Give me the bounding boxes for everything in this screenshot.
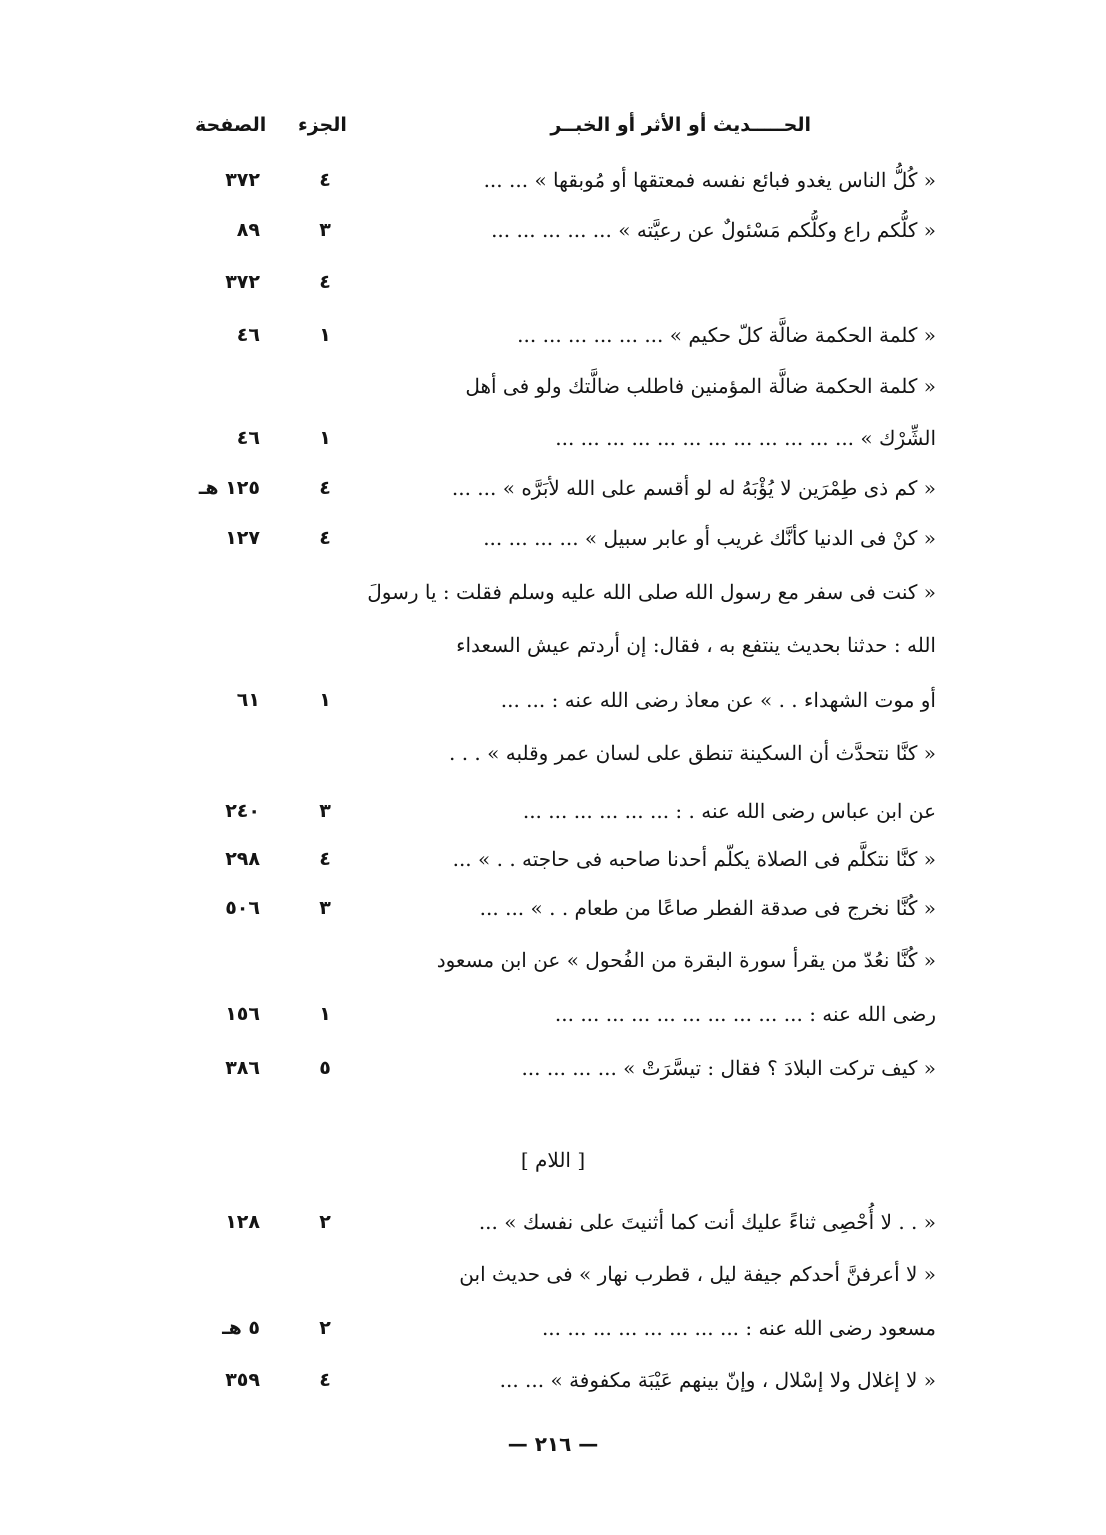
table-row	[0, 1202, 1106, 1242]
table-row	[0, 210, 1106, 250]
entry-volume: ١	[319, 1003, 331, 1025]
entry-text: « كنْ فى الدنيا كأنَّك غريب أو عابر سبيل » ... ... ... ...	[483, 526, 936, 550]
entry-text: رضى الله عنه : ... ... ... ... ... ... ... ... ... ...	[554, 1002, 936, 1026]
entry-text: أو موت الشهداء . . » عن معاذ رضى الله عنه : ... ...	[500, 688, 936, 712]
entry-page: ٥٠٦	[225, 897, 260, 919]
entry-page: ٨٩	[236, 219, 260, 241]
entry-volume: ٣	[319, 219, 331, 241]
section-title: [ اللام ]	[520, 1148, 586, 1172]
table-row	[0, 791, 1106, 831]
entry-text: « كلمة الحكمة ضالَّة المؤمنين فاطلب ضالَّتك ولو فى أهل	[465, 374, 936, 398]
entry-volume: ٢	[319, 1211, 331, 1233]
entry-text: « لا أعرفنَّ أحدكم جيفة ليل ، قطرب نهار » فى حديث ابن	[459, 1262, 936, 1286]
table-row	[0, 1360, 1106, 1400]
entry-page: ٥ هـ	[222, 1317, 260, 1339]
entry-page: ٣٧٢	[225, 169, 260, 191]
entry-text: « كلمة الحكمة ضالَّة كلّ حكيم » ... ... ... ... ... ...	[517, 323, 936, 347]
entry-text: « كُنَّا نعُدّ من يقرأ سورة البقرة من الفُحول » عن ابن مسعود	[436, 948, 936, 972]
column-header-page: الصفحة	[195, 114, 267, 136]
table-row	[0, 839, 1106, 879]
entry-volume: ٣	[319, 897, 331, 919]
entry-volume: ٤	[319, 169, 331, 191]
table-row	[0, 315, 1106, 355]
entry-text: مسعود رضى الله عنه : ... ... ... ... ... ... ... ...	[541, 1316, 936, 1340]
entry-page: ١٢٧	[225, 527, 260, 549]
entry-volume: ١	[319, 427, 331, 449]
entry-page: ٣٥٩	[225, 1369, 260, 1391]
entry-text: « كلُّكم راع وكلُّكم مَسْئولٌ عن رعيَّته » ... ... ... ... ...	[491, 218, 936, 242]
entry-page: ٤٦	[236, 324, 260, 346]
entry-page: ١٢٥ هـ	[198, 477, 260, 499]
entry-text: « كُلُّ الناس يغدو فبائع نفسه فمعتقها أو مُوبقها » ... ...	[483, 168, 936, 192]
table-row	[0, 625, 1106, 665]
table-row	[0, 1254, 1106, 1294]
entry-page: ١٢٨	[225, 1211, 260, 1233]
table-row	[0, 733, 1106, 773]
table-row	[0, 418, 1106, 458]
entry-page: ٦١	[236, 689, 260, 711]
entry-volume: ٥	[319, 1057, 331, 1079]
entry-volume: ٤	[319, 477, 331, 499]
entry-text: « لا إغلال ولا إسْلال ، وإنّ بينهم عَيْبَة مكفوفة » ... ...	[499, 1368, 936, 1392]
entry-page: ٢٤٠	[225, 800, 260, 822]
table-row	[0, 468, 1106, 508]
entry-page: ٤٦	[236, 427, 260, 449]
table-row	[0, 572, 1106, 612]
entry-text: « كنت فى سفر مع رسول الله صلى الله عليه وسلم فقلت : يا رسولَ	[367, 580, 936, 604]
entry-volume: ٤	[319, 527, 331, 549]
entry-volume: ٤	[319, 848, 331, 870]
column-header-text: الحـــــديث أو الأثر أو الخبــر	[550, 114, 811, 136]
entry-page: ١٥٦	[225, 1003, 260, 1025]
entry-text: « كُنَّا نخرج فى صدقة الفطر صاعًا من طعام . . » ... ...	[479, 896, 936, 920]
entry-text: عن ابن عباس رضى الله عنه . : ... ... ... ... ... ...	[522, 799, 936, 823]
table-row	[0, 160, 1106, 200]
entry-volume: ١	[319, 324, 331, 346]
column-header-volume: الجزء	[298, 114, 347, 136]
table-row	[0, 1048, 1106, 1088]
entry-page: ٣٨٦	[225, 1057, 260, 1079]
entry-text: « كم ذى طِمْرَين لا يُؤْبَهُ له لو أقسم على الله لأبَرَّه » ... ...	[451, 476, 936, 500]
entry-text: الشِّرْك » ... ... ... ... ... ... ... ... ... ... ... ...	[555, 426, 936, 450]
table-row	[0, 940, 1106, 980]
entry-volume: ٢	[319, 1317, 331, 1339]
table-row	[0, 994, 1106, 1034]
table-row	[0, 888, 1106, 928]
entry-text: الله : حدثنا بحديث ينتفع به ، فقال: إن أردتم عيش السعداء	[456, 633, 936, 657]
entry-text: « كنَّا نتحدَّث أن السكينة تنطق على لسان عمر وقلبه » . . .	[448, 741, 936, 765]
entry-page: ٣٧٢	[225, 271, 260, 293]
entry-volume: ٤	[319, 1369, 331, 1391]
entry-volume: ٤	[319, 271, 331, 293]
table-row	[0, 262, 1106, 302]
entry-volume: ١	[319, 689, 331, 711]
entry-text: « كنَّا نتكلَّم فى الصلاة يكلّم أحدنا صاحبه فى حاجته . . » ...	[452, 847, 936, 871]
entry-text: « . . لا أُحْصِى ثناءً عليك أنت كما أثنيتَ على نفسك » ...	[478, 1210, 936, 1234]
table-row	[0, 518, 1106, 558]
entry-text: « كيف تركت البلادَ ؟ فقال : تيسَّرَتْ » ... ... ... ...	[521, 1056, 936, 1080]
entry-volume: ٣	[319, 800, 331, 822]
table-row	[0, 1308, 1106, 1348]
table-row	[0, 680, 1106, 720]
page-number: — ٢١٦ —	[507, 1432, 599, 1456]
table-row	[0, 366, 1106, 406]
entry-page: ٢٩٨	[225, 848, 260, 870]
